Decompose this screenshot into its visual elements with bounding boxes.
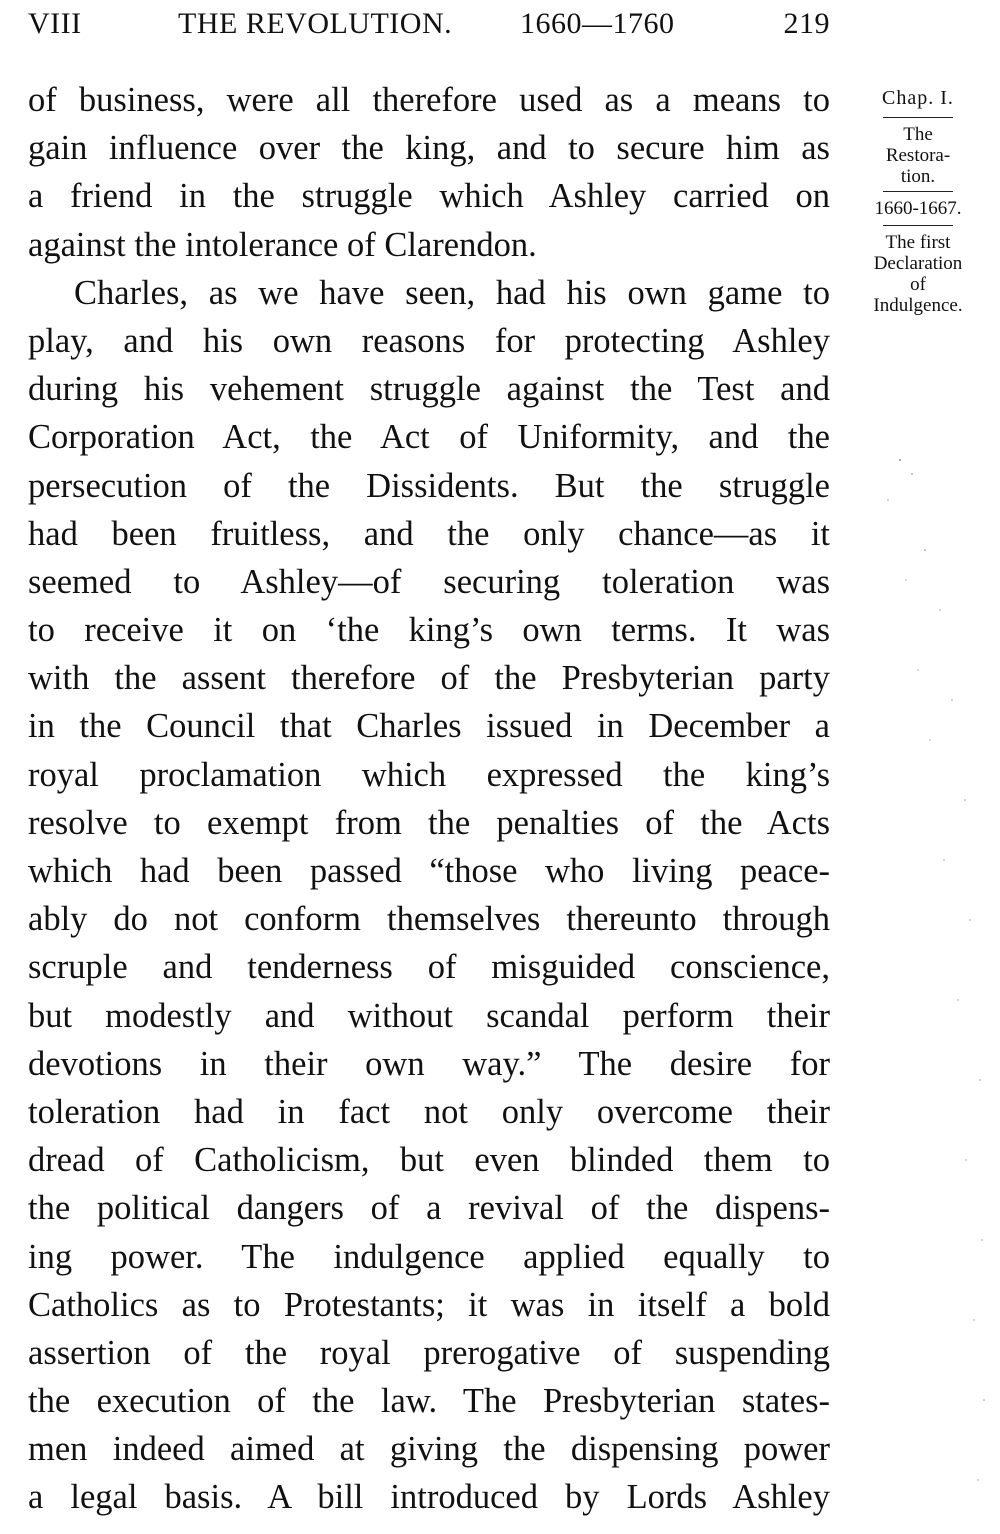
- text-line: persecution of the Dissidents. But the struggle: [28, 466, 830, 505]
- speck: [964, 799, 966, 801]
- speck: [929, 739, 930, 740]
- text-line: play, and his own reasons for protecting Ashley: [28, 321, 830, 360]
- speck: [973, 1319, 974, 1320]
- text-line: ing power. The indulgence applied equally to: [28, 1237, 830, 1276]
- topic-note-line: The first: [885, 232, 951, 253]
- body-text: [28, 76, 830, 1522]
- speck: [943, 859, 944, 860]
- paragraph-start-line: Charles, as we have seen, had his own game to: [74, 273, 830, 312]
- speck: [911, 473, 913, 475]
- text-line: which had been passed “those who living peace-: [28, 852, 830, 890]
- text-line: a friend in the struggle which Ashley carried on: [28, 177, 830, 216]
- text-line: dread of Catholicism, but even blinded them to: [28, 1141, 830, 1180]
- section-note-line: Restora-: [885, 145, 951, 166]
- running-title: THE REVOLUTION.: [178, 7, 453, 40]
- chapter-label: Chap. I.: [882, 87, 954, 109]
- text-line: Catholics as to Protestants; it was in itself a bold: [28, 1285, 830, 1324]
- speck: [979, 1079, 981, 1081]
- text-line: in the Council that Charles issued in December a: [28, 707, 830, 746]
- running-header: [28, 4, 830, 44]
- scan-noise-specks: [870, 440, 990, 1520]
- speck: [924, 549, 926, 551]
- text-line: of business, were all therefore used as a means to: [28, 81, 830, 119]
- speck: [969, 919, 971, 921]
- text-line: men indeed aimed at giving the dispensing power: [28, 1430, 830, 1469]
- page-number: 219: [783, 7, 830, 40]
- section-note-line: The: [903, 124, 933, 145]
- text-line: during his vehement struggle against the Test and: [28, 370, 830, 409]
- topic-note-line: Indulgence.: [873, 295, 963, 316]
- speck: [939, 609, 941, 611]
- speck: [951, 699, 953, 701]
- topic-note-line: of: [910, 274, 926, 295]
- text-line: but modestly and without scandal perform their: [28, 996, 830, 1035]
- speck: [899, 459, 901, 461]
- speck: [981, 1239, 983, 1241]
- speck: [957, 999, 958, 1000]
- text-line: with the assent therefore of the Presbyterian party: [28, 659, 830, 698]
- text-line: seemed to Ashley—of securing toleration was: [28, 562, 830, 601]
- text-line: scruple and tenderness of misguided conscience,: [28, 948, 830, 987]
- text-line: gain influence over the king, and to secure him as: [28, 129, 830, 168]
- text-line: the political dangers of a revival of the dispens-: [28, 1189, 830, 1228]
- speck: [905, 579, 906, 580]
- date-range-note: 1660-1667.: [874, 198, 962, 219]
- marginal-notes: [840, 88, 996, 316]
- margin-rule: [883, 117, 953, 118]
- section-note-line: tion.: [900, 166, 936, 187]
- text-line: against the intolerance of Clarendon.: [28, 225, 537, 264]
- topic-note-line: Declaration: [873, 253, 963, 274]
- text-line: to receive it on ‘the king’s own terms. It was: [28, 611, 830, 650]
- text-line: resolve to exempt from the penalties of the Acts: [28, 803, 830, 842]
- text-line: toleration had in fact not only overcome their: [28, 1092, 830, 1131]
- margin-rule: [883, 191, 953, 192]
- speck: [977, 1479, 978, 1480]
- text-line: ably do not conform themselves thereunto through: [28, 900, 830, 939]
- part-number: VIII: [28, 7, 82, 40]
- speck: [965, 1159, 966, 1160]
- text-line: royal proclamation which expressed the king’s: [28, 755, 830, 794]
- speck: [983, 1399, 985, 1401]
- speck: [887, 499, 889, 501]
- text-line: assertion of the royal prerogative of suspending: [28, 1333, 830, 1372]
- text-line: Corporation Act, the Act of Uniformity, and the: [28, 418, 830, 457]
- text-line: a legal basis. A bill introduced by Lords Ashley: [28, 1478, 830, 1517]
- text-line: devotions in their own way.” The desire for: [28, 1044, 830, 1083]
- text-line: had been fruitless, and the only chance—as it: [28, 514, 830, 553]
- speck: [917, 669, 918, 670]
- period-years: 1660—1760: [520, 7, 675, 40]
- margin-rule: [883, 225, 953, 226]
- text-line: the execution of the law. The Presbyterian states-: [28, 1382, 830, 1421]
